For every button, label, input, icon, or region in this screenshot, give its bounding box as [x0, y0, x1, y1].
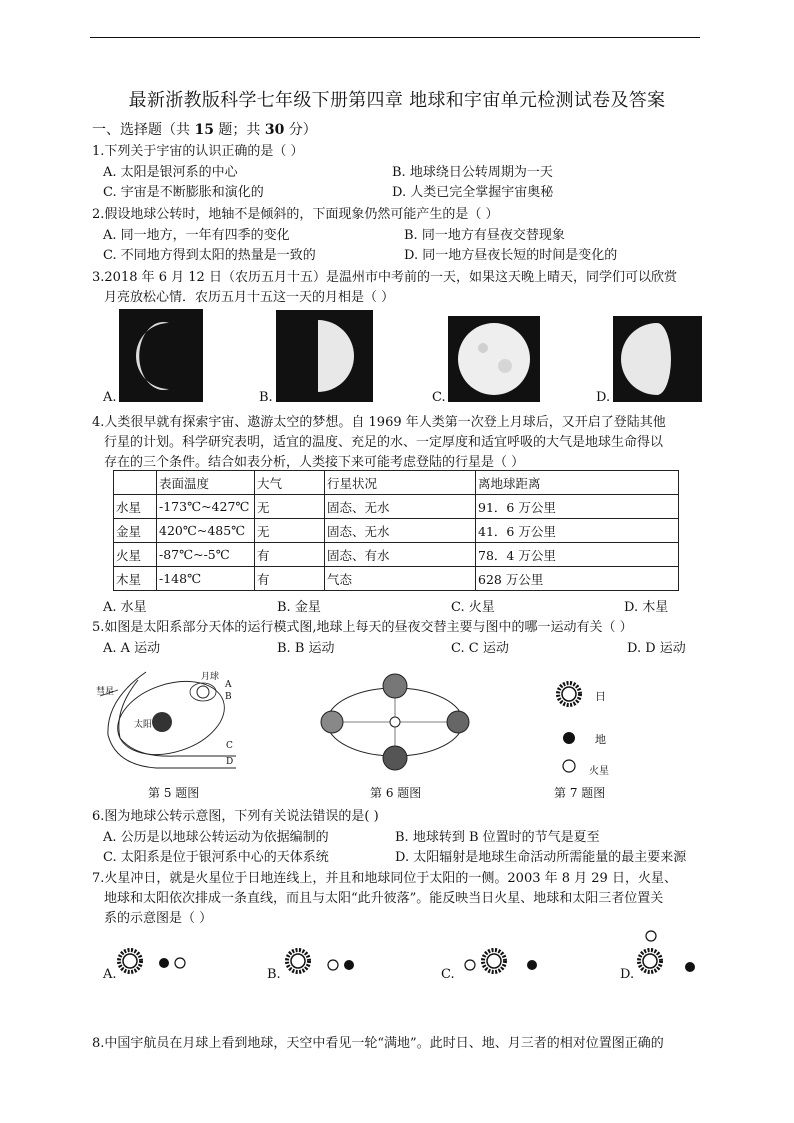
fig7-label-mars: 火星 — [589, 766, 609, 777]
q7-option-b-diagram — [283, 946, 363, 976]
table-header-row — [114, 471, 679, 495]
fig5-label-c: C — [226, 741, 233, 751]
table-cell: 628 万公里 — [476, 567, 679, 591]
table-cell: 91．6 万公里 — [476, 495, 679, 519]
fig7-caption: 第 7 题图 — [554, 786, 606, 800]
table-cell: 气态 — [325, 567, 476, 591]
q7-option-d-diagram — [633, 926, 703, 976]
q7-stem-line2: 地球和太阳依次排成一条直线，而且与太阳“此升彼落”。能反映当日火星、地球和太阳三者位置关 — [104, 891, 664, 906]
q2-option-b[interactable]: B. 同一地方有昼夜交替现象 — [404, 228, 565, 243]
q3-option-a[interactable]: A. — [103, 390, 117, 405]
section-heading: 一、选择题（共 15 题；共 30 分） — [92, 122, 317, 138]
q4-stem-line3: 存在的三个条件。结合如表分析，人类接下来可能考虑登陆的行星是（ ） — [104, 455, 525, 470]
table-cell: 火星 — [114, 543, 157, 567]
q6-option-c[interactable]: C. 太阳系是位于银河系中心的天体系统 — [103, 850, 329, 865]
q7-stem-line1: 7.火星冲日，就是火星位于日地连线上，并且和地球同位于太阳的一侧。2003 年 8 月 29 日，火星、 — [92, 871, 677, 886]
table-cell: -87℃~-5℃ — [157, 543, 255, 567]
table-cell: -148℃ — [157, 567, 255, 591]
q6-option-b[interactable]: B. 地球转到 B 位置时的节气是夏至 — [395, 830, 600, 845]
fig7-label-sun: 日 — [595, 690, 606, 703]
q4-option-d[interactable]: D. 木星 — [624, 600, 669, 615]
fig5-label-moon: 月球 — [201, 672, 220, 682]
fig5-label-d: D — [226, 757, 234, 767]
q7-option-a[interactable]: A. — [103, 967, 117, 982]
fig5-label-a: A — [225, 680, 232, 690]
q3-option-d[interactable]: D. — [596, 390, 611, 405]
table-row — [114, 495, 679, 519]
table-cell: 无 — [255, 495, 325, 519]
fig5-label-comet: 彗星 — [96, 687, 115, 697]
q4-stem-line2: 行星的计划。科学研究表明，适宜的温度、充足的水、一定厚度和适宜呼吸的大气是地球生命得以 — [104, 435, 664, 450]
q5-option-a[interactable]: A. A 运动 — [103, 641, 161, 656]
fig5-caption: 第 5 题图 — [148, 786, 200, 800]
q7-option-a-diagram — [115, 946, 190, 976]
table-cell: 有 — [255, 543, 325, 567]
table-cell: 有 — [255, 567, 325, 591]
table-row — [114, 519, 679, 543]
q2-option-a[interactable]: A. 同一地方，一年有四季的变化 — [103, 228, 290, 243]
q5-option-b[interactable]: B. B 运动 — [277, 641, 335, 656]
table-cell: 78．4 万公里 — [476, 543, 679, 567]
q2-option-d[interactable]: D. 同一地方昼夜长短的时间是变化的 — [404, 248, 618, 263]
moon-phase-a-image — [119, 309, 203, 402]
q7-option-c-diagram — [462, 946, 542, 976]
header-rule — [90, 37, 700, 38]
table-cell: 金星 — [114, 519, 157, 543]
q3-option-c[interactable]: C. — [432, 390, 446, 405]
figure-7-sun-earth-mars-diagram — [552, 676, 592, 776]
q1-stem: 1.下列关于宇宙的认识正确的是（ ） — [92, 144, 304, 159]
q4-option-b[interactable]: B. 金星 — [277, 600, 321, 615]
q4-stem-line1: 4.人类很早就有探索宇宙、遨游太空的梦想。自 1969 年人类第一次登上月球后，又开启了登陆其他 — [92, 415, 666, 430]
fig5-label-b: B — [225, 692, 232, 702]
moon-phase-c-image — [448, 316, 540, 402]
table-header-cell: 行星状况 — [325, 471, 476, 495]
fig5-label-sun: 太阳 — [134, 720, 153, 730]
moon-phase-b-image — [276, 310, 373, 402]
table-cell: 固态、无水 — [325, 519, 476, 543]
q3-stem-line1: 3.2018 年 6 月 12 日（农历五月十五）是温州市中考前的一天，如果这天晚上晴天，同学们可以欣赏 — [92, 270, 677, 285]
table-row — [114, 567, 679, 591]
q8-stem-line1: 8.中国宇航员在月球上看到地球，天空中看见一轮“满地”。此时日、地、月三者的相对位置图正确的 — [92, 1036, 664, 1051]
q1-option-b[interactable]: B. 地球绕日公转周期为一天 — [392, 165, 553, 180]
fig6-caption: 第 6 题图 — [370, 786, 422, 800]
moon-phase-d-image — [613, 316, 702, 402]
q4-option-c[interactable]: C. 火星 — [451, 600, 495, 615]
table-header-cell — [114, 471, 157, 495]
q4-option-a[interactable]: A. 水星 — [103, 600, 147, 615]
q6-option-d[interactable]: D. 太阳辐射是地球生命活动所需能量的最主要来源 — [395, 850, 687, 865]
q2-stem: 2.假设地球公转时，地轴不是倾斜的，下面现象仍然可能产生的是（ ） — [92, 207, 499, 222]
figure-5-solar-system-diagram — [96, 660, 246, 775]
q6-option-a[interactable]: A. 公历是以地球公转运动为依据编制的 — [103, 830, 329, 845]
q7-option-b[interactable]: B. — [267, 967, 281, 982]
q3-stem-line2: 月亮放松心情．农历五月十五这一天的月相是（ ） — [104, 290, 395, 305]
table-cell: 41．6 万公里 — [476, 519, 679, 543]
page-title: 最新浙教版科学七年级下册第四章 地球和宇宙单元检测试卷及答案 — [128, 90, 666, 111]
table-cell: 无 — [255, 519, 325, 543]
q7-option-d[interactable]: D. — [620, 967, 635, 982]
q6-stem: 6.图为地球公转示意图，下列有关说法错误的是( ) — [92, 809, 379, 824]
figure-6-earth-orbit-diagram — [320, 668, 470, 778]
q7-option-c[interactable]: C. — [441, 967, 455, 982]
q2-option-c[interactable]: C. 不同地方得到太阳的热量是一致的 — [103, 248, 316, 263]
planet-table — [113, 470, 679, 591]
table-cell: 木星 — [114, 567, 157, 591]
table-header-cell: 离地球距离 — [476, 471, 679, 495]
fig7-label-earth: 地 — [595, 733, 606, 746]
table-cell: 固态、有水 — [325, 543, 476, 567]
table-cell: 水星 — [114, 495, 157, 519]
q7-stem-line3: 系的示意图是（ ） — [104, 911, 213, 926]
table-row — [114, 543, 679, 567]
table-header-cell: 表面温度 — [157, 471, 255, 495]
q5-option-c[interactable]: C. C 运动 — [451, 641, 509, 656]
q5-stem: 5.如图是太阳系部分天体的运行模式图,地球上每天的昼夜交替主要与图中的哪一运动有关（ ） — [92, 620, 633, 635]
q1-option-d[interactable]: D. 人类已完全掌握宇宙奥秘 — [392, 185, 554, 200]
table-header-cell: 大气 — [255, 471, 325, 495]
q5-option-d[interactable]: D. D 运动 — [627, 641, 686, 656]
table-cell: -173℃~427℃ — [157, 495, 255, 519]
table-cell: 420℃~485℃ — [157, 519, 255, 543]
q1-option-a[interactable]: A. 太阳是银河系的中心 — [103, 165, 238, 180]
q1-option-c[interactable]: C. 宇宙是不断膨胀和演化的 — [103, 185, 264, 200]
q3-option-b[interactable]: B. — [259, 390, 273, 405]
table-cell: 固态、无水 — [325, 495, 476, 519]
